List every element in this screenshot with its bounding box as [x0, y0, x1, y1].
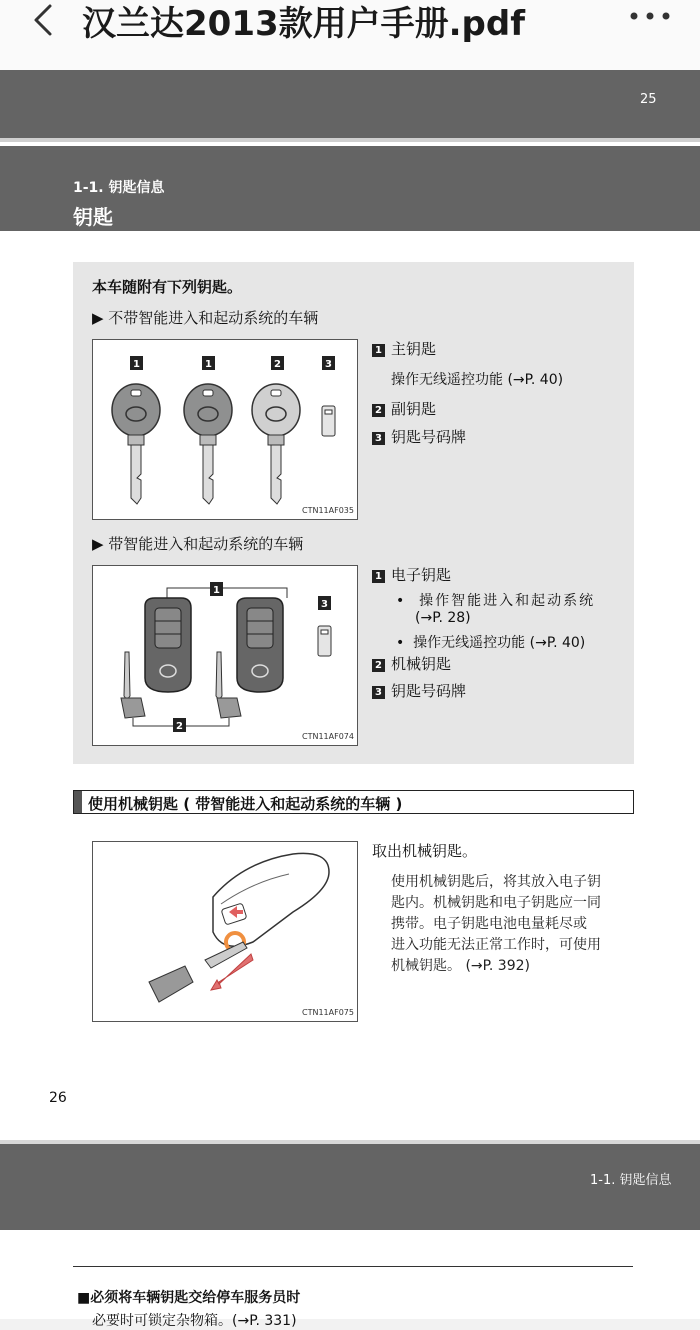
mechanical-body: 使用机械钥匙后，将其放入电子钥 匙内。机械钥匙和电子钥匙应一同 携带。电子钥匙电池电量耗尽或 进入功能无法正常工作时，可使用 机械钥匙。 (→P. 392) [391, 874, 601, 974]
variant2-heading: ▶ 带智能进入和起动系统的车辆 [92, 535, 304, 553]
label-mechanical-key: 2 机械钥匙 [372, 653, 451, 674]
figure-keys-standard [92, 339, 358, 520]
mechanical-key-heading: 使用机械钥匙 ( 带智能进入和起动系统的车辆 ) [73, 790, 634, 814]
figure-keys-smart [92, 565, 358, 746]
master-key-1 [112, 356, 160, 504]
label-key-plate: 3 钥匙号码牌 [372, 426, 466, 447]
mechanical-key-left [121, 652, 145, 718]
desc-master-key: 操作无线遥控功能 (→P. 40) [391, 372, 564, 388]
bullet-remote: • 操作无线遥控功能 (→P. 40) [396, 635, 586, 651]
page-26-section: 1-1. 钥匙信息 [590, 1173, 672, 1188]
figure-code: CTN11AF074 [302, 732, 354, 741]
section-label: 1-1. 钥匙信息 [73, 180, 165, 196]
back-chevron-icon[interactable] [26, 2, 66, 38]
smart-keys-illustration [93, 566, 357, 745]
divider [73, 1266, 633, 1267]
remove-key-illustration [93, 842, 357, 1021]
figure-code: CTN11AF075 [302, 1008, 354, 1017]
variant1-heading: ▶ 不带智能进入和起动系统的车辆 [92, 309, 319, 327]
smart-key-left [145, 598, 191, 692]
label-electronic-key: 1 电子钥匙 [372, 564, 451, 585]
bullet-smart-entry: • 操作智能进入和起动系统 [396, 593, 596, 609]
label-master-key: 1 主钥匙 [372, 338, 436, 359]
callout-3: 3 [325, 359, 332, 370]
page-header-band [0, 70, 700, 138]
callout-3: 3 [321, 599, 328, 610]
smart-key-right [237, 598, 283, 692]
page-number-26: 26 [49, 1090, 67, 1106]
figure-remove-mechanical-key [92, 841, 358, 1022]
mechanical-lead: 取出机械钥匙。 [372, 842, 478, 860]
callout-1b: 1 [205, 359, 212, 370]
label-valet-key: 2 副钥匙 [372, 398, 436, 419]
key-number-plate [322, 356, 335, 436]
more-options-icon[interactable] [626, 4, 674, 28]
master-key-2 [184, 356, 232, 504]
callout-2: 2 [274, 359, 281, 370]
callout-1: 1 [213, 585, 220, 596]
app-top-bar [0, 0, 700, 70]
intro-text: 本车随附有下列钥匙。 [92, 278, 243, 296]
page-26-subheading: ■必须将车辆钥匙交给停车服务员时 [77, 1290, 301, 1306]
page-number: 25 [640, 92, 657, 107]
bullet-smart-entry-ref: (→P. 28) [415, 610, 471, 626]
label-key-plate-2: 3 钥匙号码牌 [372, 680, 466, 701]
figure-code: CTN11AF035 [302, 506, 354, 515]
valet-key [252, 356, 300, 504]
callout-2: 2 [176, 721, 183, 732]
keys-illustration [93, 340, 357, 519]
callout-1a: 1 [133, 359, 140, 370]
document-title: 汉兰达2013款用户手册.pdf [82, 4, 526, 44]
section-title: 钥匙 [73, 205, 113, 229]
page-26-partial-line: 必要时可锁定杂物箱。(→P. 331) [92, 1313, 297, 1329]
